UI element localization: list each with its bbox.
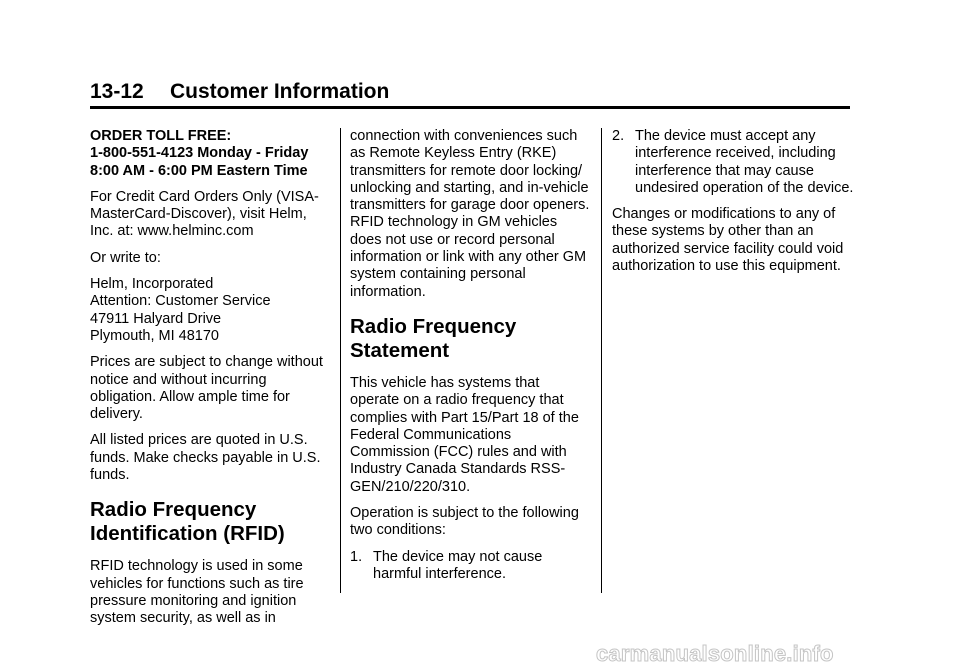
address-line: Plymouth, MI 48170 xyxy=(90,327,219,344)
or-write-paragraph: Or write to: xyxy=(90,249,161,266)
operation-paragraph: Operation is subject to the following two conditions: xyxy=(350,505,579,539)
list-number: 2. xyxy=(612,128,625,144)
rfid-continued-paragraph: connection with conveniences such as Remote Keyless Entry (RKE) transmitters for remote door locking/ unlocking and starting, and in-vehicle transmitters for garage door openers. RFID technology in GM vehicles does not use or record personal information or link with any other GM system containing personal information. xyxy=(350,128,590,300)
rfid-paragraph: RFID technology is used in some vehicles for functions such as tire pressure monitoring and ignition system security, as well as in xyxy=(90,558,304,627)
column-3 xyxy=(612,128,856,284)
address-block xyxy=(90,276,330,345)
credit-card-paragraph: For Credit Card Orders Only (VISA-MasterCard-Discover), visit Helm, Inc. at: www.helminc.com xyxy=(90,188,319,240)
list-text: The device must accept any interference received, including interference that may cause undesired operation of the device. xyxy=(635,128,854,196)
radio-frequency-paragraph: This vehicle has systems that operate on a radio frequency that complies with Part 15/Part 18 of the Federal Communications Commission (FCC) rules and with Industry Canada Standards RSS-GEN/210/220/310. xyxy=(350,374,579,495)
radio-frequency-heading: Radio Frequency Statement xyxy=(350,314,517,362)
column-2 xyxy=(350,128,592,592)
page-header xyxy=(90,80,850,109)
column-divider xyxy=(340,128,341,593)
order-line: 8:00 AM - 6:00 PM Eastern Time xyxy=(90,162,308,179)
column-1 xyxy=(90,128,330,637)
address-line: 47911 Halyard Drive xyxy=(90,310,222,327)
order-line: ORDER TOLL FREE: xyxy=(90,128,232,144)
order-line: 1-800-551-4123 Monday - Friday xyxy=(90,145,309,162)
list-text: The device may not cause harmful interference. xyxy=(373,548,543,582)
address-line: Helm, Incorporated xyxy=(90,276,214,293)
page-number: 13-12 xyxy=(90,80,144,103)
column-divider xyxy=(601,128,602,593)
section-title: Customer Information xyxy=(170,80,390,103)
watermark: carmanualsonline.info xyxy=(596,641,834,666)
rfid-heading: Radio Frequency Identification (RFID) xyxy=(90,498,285,546)
prices-quoted-paragraph: All listed prices are quoted in U.S. funds. Make checks payable in U.S. funds. xyxy=(90,432,321,484)
order-toll-free xyxy=(90,128,330,180)
list-number: 1. xyxy=(350,548,363,565)
prices-subject-paragraph: Prices are subject to change without notice and without incurring obligation. Allow ample time for delivery. xyxy=(90,354,323,423)
changes-paragraph: Changes or modifications to any of these systems by other than an authorized service facility could void authorization to use this equipment. xyxy=(612,206,844,275)
list-item xyxy=(350,549,592,584)
list-item xyxy=(612,128,856,197)
address-line: Attention: Customer Service xyxy=(90,293,271,310)
